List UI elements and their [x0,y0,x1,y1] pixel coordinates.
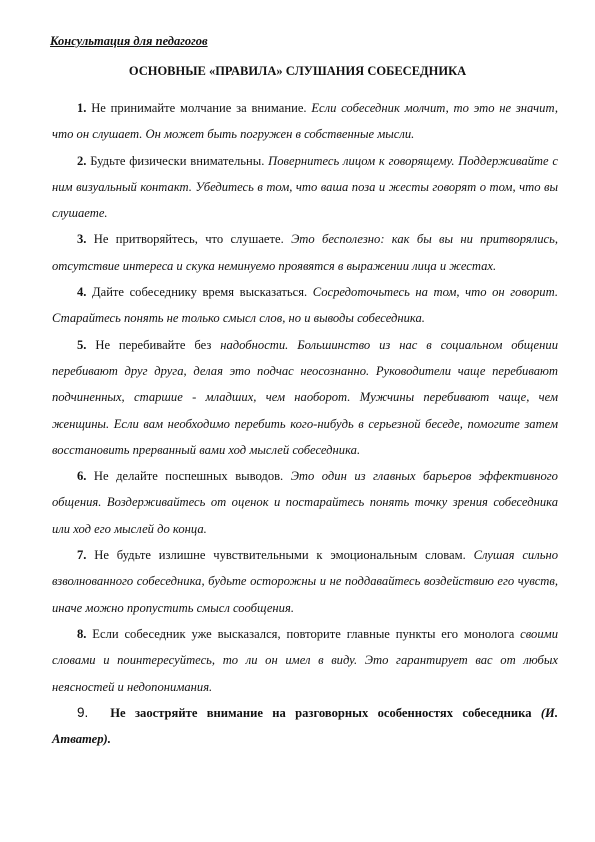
rule-text: Не делайте поспешных выводов. [86,469,291,484]
rule-number: 7. [77,548,87,563]
rule-explanation: Слушая сильно взволнованного собеседника, будьте осторожны и не поддавайтесь воздействию его чувств, иначе можно пропустить смысл сообщения. [52,548,558,615]
rule-number: 5. [77,337,87,352]
rule-text: Не будьте излишне чувствительными к эмоциональным словам. [86,548,474,563]
rule-explanation: Повернитесь лицом к говорящему. Поддерживайте с ним визуальный контакт. Убедитесь в том, что ваша поза и жесты говорят о том, что вы слушаете. [52,153,558,221]
rule-number: 4. [77,285,87,300]
rule-number: 6. [77,469,87,484]
rule-2 [52,148,558,227]
document-title: ОСНОВНЫЕ «ПРАВИЛА» СЛУШАНИЯ СОБЕСЕДНИКА [128,64,467,78]
rule-number: 3. [77,232,87,247]
rule-3 [52,226,558,279]
rule-number: 2. [77,153,87,168]
rule-explanation: Если собеседник молчит, то это не значит, что он слушает. Он может быть погружен в собственные мысли. [52,101,558,142]
rule-text: Если собеседник уже высказался, повторите главные пункты его монолога [86,626,521,641]
rule-text: Дайте собеседнику время высказаться. [86,285,313,300]
rule-8 [52,621,558,700]
rule-text: Не перебивайте без [86,337,221,352]
rules-list [52,95,558,752]
rule-explanation: Сосредоточьтесь на том, что он говорит. Старайтесь понять не только смысл слов, но и выводы собеседника. [52,285,558,326]
rule-number: 1. [77,101,87,115]
document-header: Консультация для педагогов [50,34,208,48]
rule-text: Будьте физически внимательны. [86,153,269,168]
rule-7 [52,542,558,621]
rule-6 [52,463,558,542]
rule-text: Не принимайте молчание за внимание. [86,101,312,115]
rule-explanation: Это один из главных барьеров эффективного общения. Воздерживайтесь от оценок и постарайтесь понять точку зрения собеседника или ход его мыслей до конца. [52,469,558,536]
rule-text: Не притворяйтесь, что слушаете. [86,232,292,247]
rule-explanation: надобности. Большинство из нас в социальном общении перебивают друг друга, делая это подчас неосознанно. Руководители чаще перебивают подчиненных, старшие - младших, чем наоборот. Мужчины перебивают чаще, чем женщины. Если вам необходимо перебить кого-нибудь в серьезной беседе, помогите затем восстановить прерванный вами ход мыслей собеседника. [52,337,558,457]
rule-number: 9. [77,704,89,720]
rule-explanation: своими словами и поинтересуйтесь, то ли он имел в виду. Это гарантирует вас от любых неясностей и недопонимания. [52,626,558,694]
rule-text: Не заостряйте внимание на разговорных особенностях собеседника [110,705,532,720]
rule-5 [52,332,558,463]
rule-1 [52,95,558,148]
rule-author: (И. Атватер). [52,705,558,747]
rule-explanation: Это бесполезно: как бы вы ни притворялись, отсутствие интереса и скука неминуемо проявятся в выражении лица и жестах. [52,232,559,273]
rule-4 [52,279,558,332]
rule-number: 8. [77,626,87,641]
rule-9 [52,700,558,753]
